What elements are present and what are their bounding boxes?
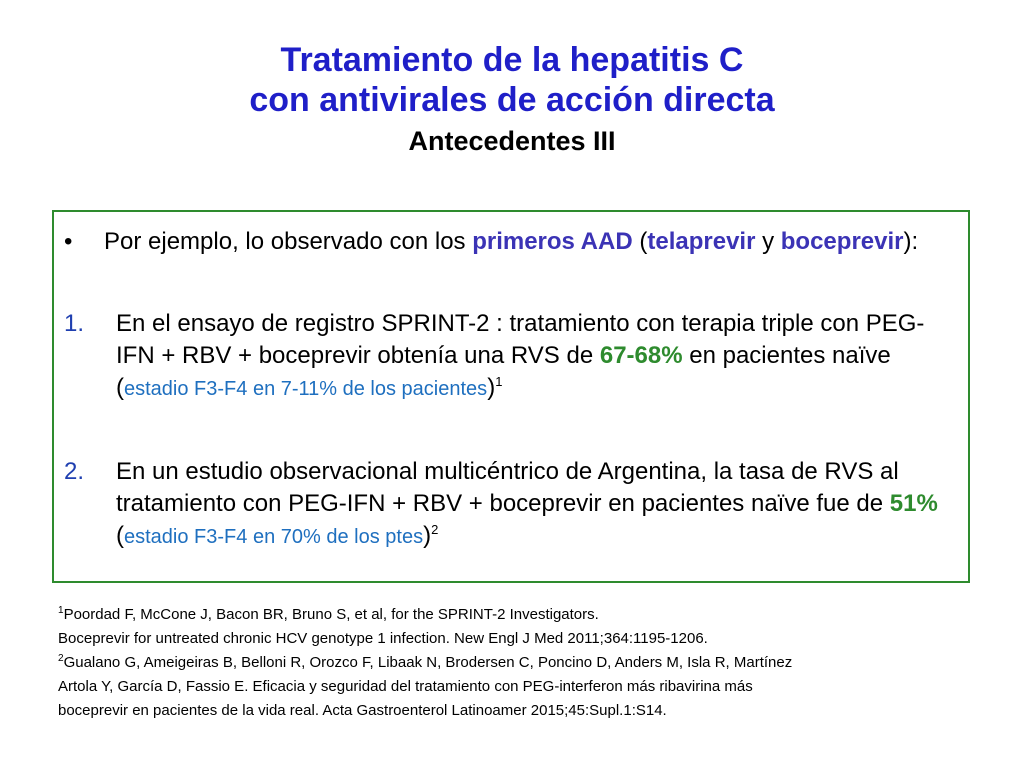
item-1-stage-note: estadio F3-F4 en 7-11% de los pacientes	[124, 378, 488, 400]
bullet-text-part: ):	[903, 228, 919, 255]
reference-2-text: Gualano G, Ameigeiras B, Belloni R, Orozco F, Libaak N, Brodersen C, Poncino D, Anders M, Isla R, Martínez	[63, 654, 793, 671]
item-2-text-part: )	[423, 522, 432, 549]
reference-2-sup: 2	[58, 653, 64, 664]
reference-2-line-1	[58, 651, 998, 675]
title-line-1: Tratamiento de la hepatitis C	[280, 41, 744, 79]
reference-1-line-2: Boceprevir for untreated chronic HCV genotype 1 infection. New Engl J Med 2011;364:1195-1206.	[58, 630, 708, 647]
highlight-telaprevir: telaprevir	[647, 228, 756, 255]
bullet-text-part: y	[755, 228, 781, 255]
item-1-text-part: en pacientes naïve (	[116, 342, 891, 401]
item-2-text	[116, 456, 958, 553]
reference-1-line-1	[58, 603, 998, 627]
bullet-text	[104, 226, 958, 258]
highlight-boceprevir: boceprevir	[780, 228, 904, 255]
item-1-text-part: )	[487, 374, 496, 401]
references	[58, 603, 998, 723]
item-number-2: 2.	[64, 458, 85, 485]
bullet-item	[54, 226, 958, 258]
item-1-percent: 67-68%	[599, 342, 683, 369]
item-1-text-part: En el ensayo de registro SPRINT-2 : tratamiento con terapia triple con PEG-IFN + RBV + boceprevir obtenía una RVS de	[116, 310, 925, 369]
highlight-primeros-aad: primeros AAD	[472, 228, 633, 255]
item-2-reference-sup: 2	[431, 522, 439, 537]
bullet-text-part: (	[632, 228, 648, 255]
numbered-item-1	[54, 308, 958, 405]
bullet-text-part: Por ejemplo, lo observado con los	[104, 228, 473, 255]
title-line-2: con antivirales de acción directa	[249, 81, 775, 119]
item-1-text	[116, 308, 958, 405]
item-2-text-part: En un estudio observacional multicéntrico de Argentina, la tasa de RVS al tratamiento con PEG-IFN + RBV + boceprevir en pacientes naïve fue de	[116, 458, 899, 517]
item-number-1: 1.	[64, 310, 85, 337]
numbered-item-2	[54, 456, 958, 553]
bullet-marker: •	[64, 228, 73, 255]
reference-1-text: Poordad F, McCone J, Bacon BR, Bruno S, et al, for the SPRINT-2 Investigators.	[63, 606, 599, 623]
slide-title	[0, 40, 1024, 160]
reference-2-line-3: boceprevir en pacientes de la vida real. Acta Gastroenterol Latinoamer 2015;45:Supl.1:S14.	[58, 702, 667, 719]
reference-2-line-2: Artola Y, García D, Fassio E. Eficacia y seguridad del tratamiento con PEG-interferon más ribavirina más	[58, 678, 753, 695]
item-2-stage-note: estadio F3-F4 en 70% de los ptes	[124, 526, 424, 548]
item-2-percent: 51%	[889, 490, 938, 517]
item-1-reference-sup: 1	[495, 374, 503, 389]
reference-1-sup: 1	[58, 605, 64, 616]
content-box	[52, 210, 970, 583]
item-2-text-part: (	[116, 522, 124, 549]
slide-subtitle: Antecedentes III	[408, 126, 616, 156]
